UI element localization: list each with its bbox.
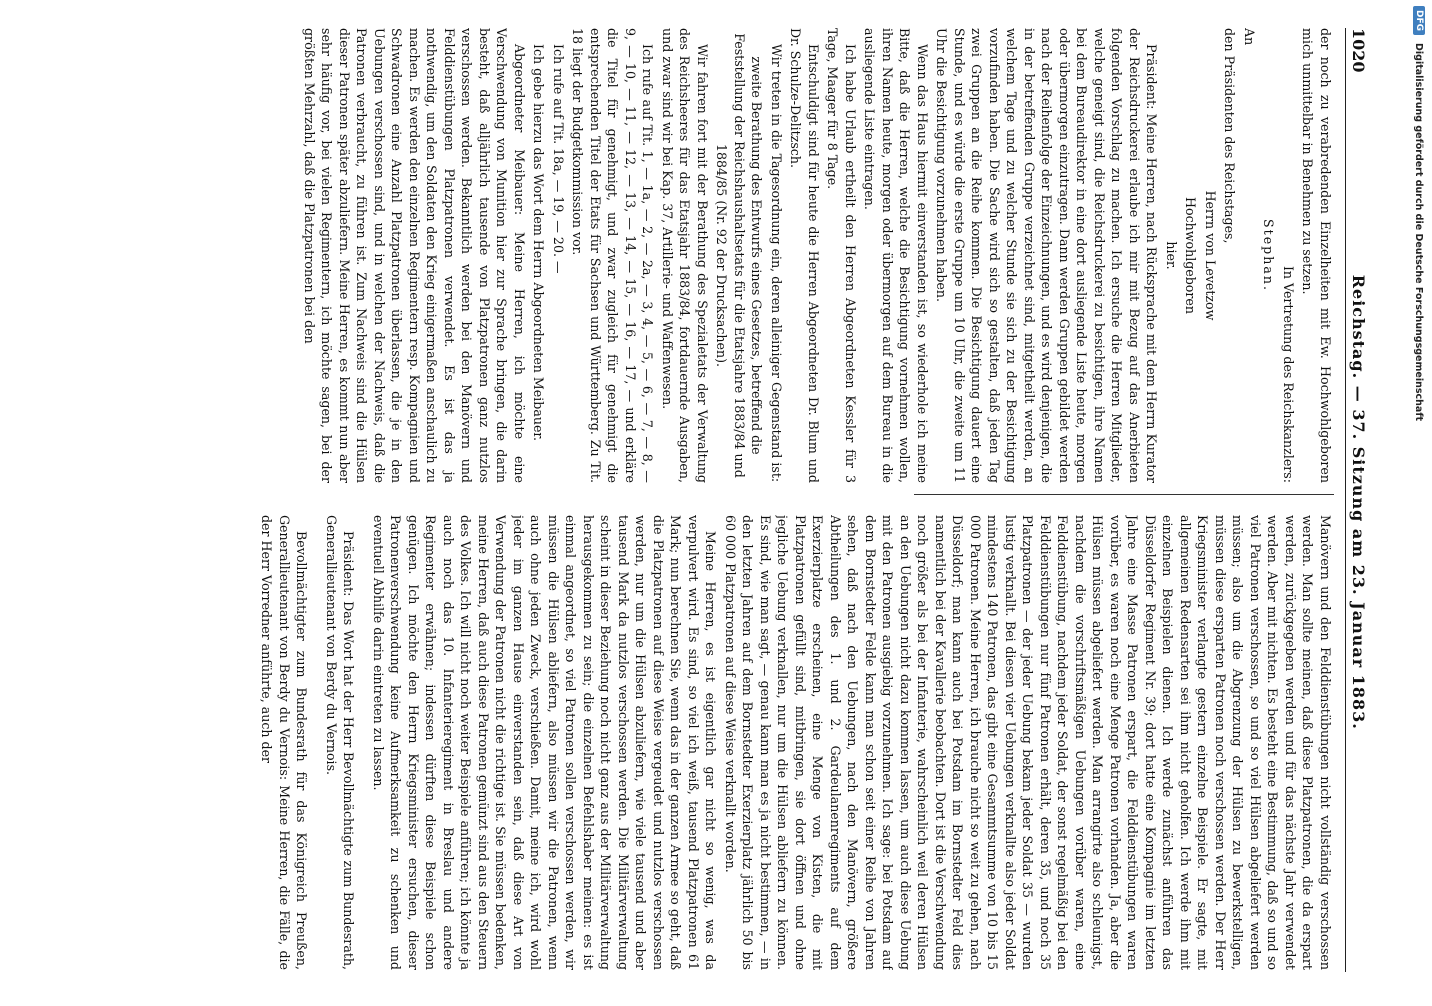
paragraph: hier. <box>1164 241 1179 270</box>
paragraph: der noch zu verabredenden Einzelheiten mit Ew. Hochwohlgeboren mich unmittelbar in Benehmen zu setzen. <box>1300 28 1333 483</box>
paragraph: In Vertretung des Reichskanzlers: <box>1281 265 1296 483</box>
paragraph: Präsident: Meine Herren, nach Rücksprache mit dem Herrn Kurator der Reichsdruckerei erlaube ich mir mit Bezug auf das Anerbieten folgenden Vorschlag zu machen. Ich ersuche die Herren Mitglieder, welche geneigt sind, die Reichsdruckerei zu besichtigen, ihre Namen bei dem Bureaudirektor in eine dort ausliegende Liste heute, morgen oder übermorgen einzutragen. Dann werden Gruppen gebildet werden nach der Reihenfolge der Einzeichnungen, und es wird denjenigen, die in der betreffenden Gruppe verzeichnet sind, mitgetheilt werden, an welchem Tage und zu welcher Stunde sie sich zu der Besichtigung vorzufinden haben. Die Sache wird sich so gestalten, daß jeden Tag zwei Gruppen an die Reihe kommen. Die Besichtigung dauert eine Stunde, und es würde die erste Gruppe um 10 Uhr, die zweite um 11 Uhr die Besichtigung vorzunehmen haben. <box>934 28 1160 483</box>
paragraph: An <box>1242 28 1257 46</box>
paragraph: Abgeordneter Meibauer: Meine Herren, ich möchte eine Verschwendung von Munition hier zur Sprache bringen, die darin besteht, daß alljährlich tausende von Platzpatronen ganz nutzlos verschossen werden. Bekanntlich werden bei den Manövern und Felddienstübungen Platzpatronen verwendet. Es ist das ja nothwendig, um den Soldaten den Krieg einigermaßen anschaulich zu machen. Es werden den einzelnen Regimentern resp. Kompagnien und Schwadronen eine Anzahl Platzpatronen überlassen, die je in den Uebungen verschossen sind, und in welchen der Nachweis, daß die Patronen verbraucht, zu führen ist. Zum Nachweis sind die Hülsen dieser Patronen später abzuliefern. Meine Herren, es kommt nun aber sehr häufig vor, bei vielen Regimentern, ich möchte sagen, bei der größten Mehrzahl, daß die Platzpatronen bei den <box>302 28 527 483</box>
paragraph: Wir treten in die Tagesordnung ein, deren alleiniger Gegenstand ist: <box>769 44 784 483</box>
paragraph <box>360 515 368 970</box>
paragraph: Stephan. <box>1261 219 1277 292</box>
paragraph: Hochwohlgeboren <box>1183 197 1199 314</box>
paragraph: Wenn das Haus hiermit einverstanden ist, so wiederhole ich meine Bitte, daß die Herren, welche die Besichtigung vornehmen wollen, ihren Namen heute, morgen oder übermorgen auf dem Bureau in die ausliegende Liste eintragen. <box>862 28 930 483</box>
digitization-credit <box>1408 0 1430 1000</box>
column-divider <box>914 494 1334 495</box>
page-number: 1020 <box>1349 28 1369 73</box>
paragraph: Ich rufe auf Tit. 1, — 1a, — 2, — 2a, — 3, 4, — 5, — 6, — 7, — 8, — 9, — 10, — 11, — 12, — 13, — 14, — 15, — 16, — 17, — und erkläre die Titel für genehmigt, und zwar zugleich für genehmigt die entsprechenden Titel der Etats für Sachsen und Württemberg. Zu Tit. 18 liegt der Budgetkommission vor. <box>570 28 656 483</box>
paragraph: Entschuldigt sind für heute die Herren Abgeordneten Dr. Blum und Dr. Schulze-Delitzsch. <box>788 28 821 483</box>
dfg-logo: DFG <box>1413 6 1425 35</box>
paragraph: Ich habe Urlaub ertheilt den Herren Abgeordneten Kessler für 3 Tage, Maager für 8 Tage. <box>825 28 858 483</box>
digitization-credit-text: Digitalisierung gefördert durch die Deutsche Forschungsgemeinschaft <box>1413 43 1425 421</box>
paragraph: Ich rufe auf Tit. 18a, — 19, — 20. — <box>551 44 566 274</box>
paragraph: Manövern und den Felddienstübungen nicht vollständig verschossen werden. Man sollte meinen, daß diese Platzpatronen, die da erspart werden, zurückgegeben werden und für das nächste Jahr verwendet werden. Aber mit nichten. Es besteht eine Bestimmung, daß so und so viel Patronen verschossen, so und so viel Hülsen abgeliefert werden müssen; also um die Abgrenzung der Hülsen zu bewerkstelligen, müssen diese ersparten Patronen noch verschossen werden. Der Herr Kriegsminister verlangte gestern einzelne Beispiele. Er sagte, mit allgemeinen Redensarten sei ihm nicht geholfen. Ich werde ihm mit einzelnen Beispielen dienen. Ich werde zunächst anführen das Düsseldorfer Regiment Nr. 39; dort hatte eine Kompagnie im letzten Jahre eine Masse Patronen erspart, die Felddienstübungen waren vorüber, es waren noch eine Menge Patronen vorhanden. Ja, aber die Hülsen müssen abgeliefert werden. Man arrangirte also schleunigst, nachdem die vorschriftsmäßigen Uebungen vorüber waren, eine Felddienstübung, nachdem jeder Soldat, der sonst regelmäßig bei den Felddienstübungen nur fünf Patronen erhält, deren 35, und noch 35 Platzpatronen — der jeder Uebung bekam jeder Soldat 35 — wurden lustig verknallt. Bei diesen vier Uebungen verknallte also jeder Soldat mindestens 140 Patronen, das gibt eine Gesammtsumme von 10 bis 15 000 Patronen. Meine Herren, ich brauche nicht so weit zu gehen, nach Düsseldorf; man kann auch bei Potsdam im Bornstedter Feld dies namentlich bei der Kavallerie beobachten. Dort ist die Verschwendung noch größer als bei der Infanterie, wahrscheinlich weil deren Hülsen an den Uebungen nicht dazu kommen lassen, um auch diese Uebung mit den Patronen ausgiebig vorzunehmen. Ich sage: bei Potsdam auf dem Bornstedter Felde kann man schon seit einer Reihe von Jahren sehen, daß nach den Uebungen, nach den Manövern, größere Abtheilungen des 1. und 2. Gardeulanenregiments auf dem Exerzierplatze erscheinen, eine Menge von Kisten, die mit Platzpatronen gefüllt sind, mitbringen, sie dort öffnen und ohne jegliche Uebung verknallen, nur um die Hülsen abliefern zu können. Es sind, wie man sagt, — genau kann man es ja nicht bestimmen, — in den letzten Jahren auf dem Bornstedter Exerzierplatz jährlich 50 bis 60 000 Platzpatronen auf diese Weise verknallt worden. <box>723 515 1333 970</box>
paragraph: Wir fahren fort mit der Berathung des Spezialetats der Verwaltung des Reichsheeres für das Etatsjahr 1883/84, fortdauernde Ausgaben, und zwar sind wir bei Kap. 37, Artillerie- und Waffenwesen. <box>660 28 710 483</box>
left-column <box>6 28 1334 483</box>
paragraph: Meine Herren, es ist eigentlich gar nicht so wenig, was da verpulvert wird. Es sind, so viel ich weiß, tausend Platzpatronen 61 Mark; nun berechnen Sie, wenn das in der ganzen Armee so geht, daß die Platzpatronen auf diese Weise vergeudet und nutzlos verschossen werden, nur um die Hülsen abzuliefern, wie viele tausend und aber tausend Mark da nutzlos verschossen werden. Die Militärverwaltung scheint in dieser Beziehung noch nicht ganz aus der Militärverwaltung herausgekommen zu sein; die einzelnen Befehlshaber meinen: es ist einmal angeordnet, so viel Patronen sollen verschossen werden, wir müssen die Hülsen abliefern, also müssen wir die Patronen, wenn auch ohne jeden Zweck, verschießen. Damit, meine ich, wird wohl jeder im ganzen Hause einverstanden sein, daß diese Art von Verwendung der Patronen nicht die richtige ist. Sie müssen bedenken, meine Herren, daß auch diese Patronen gemünzt sind aus den Steuern des Volkes. Ich will nicht noch weiter Beispiele anführen; ich könnte ja auch noch das 10. Infanterieregiment in Breslau und andere Regimenter erwähnen; indessen dürften diese Beispiele schon genügen. Ich möchte den Herrn Kriegsminister ersuchen, dieser Patronenverschwendung keine Aufmerksamkeit zu schenken und eventuell Abhilfe darin eintreten zu lassen. <box>371 515 719 970</box>
paragraph: Herrn von Levetzow <box>1203 190 1218 321</box>
right-column <box>6 515 1334 970</box>
page-title: Reichstag. — 37. Sitzung am 23. Januar 1883. <box>1349 274 1369 730</box>
paragraph: den Präsidenten des Reichstages, <box>1222 28 1238 244</box>
paragraph <box>313 515 321 970</box>
paragraph: Bevollmächtigter zum Bundesrath für das Königreich Preußen, Generallieutenant von Berdy du Vernois: Meine Herren, die Fälle, die der Herr Vorredner anführte, auch der <box>259 515 310 970</box>
paragraph: Präsident: Das Wort hat der Herr Bevollmächtigte zum Bundesrath, Generallieutenant von Berdy du Vernois. <box>324 515 357 970</box>
paragraph: Ich gebe hierzu das Wort dem Herrn Abgeordneten Meibauer. <box>531 44 547 442</box>
paragraph: zweite Berathung des Entwurfs eines Gesetzes, betreffend die Feststellung der Reichshaushaltsetats für die Etatsjahre 1883/84 und 1884/85 (Nr. 92 der Drucksachen). <box>714 33 765 478</box>
page-header <box>1345 28 1372 972</box>
